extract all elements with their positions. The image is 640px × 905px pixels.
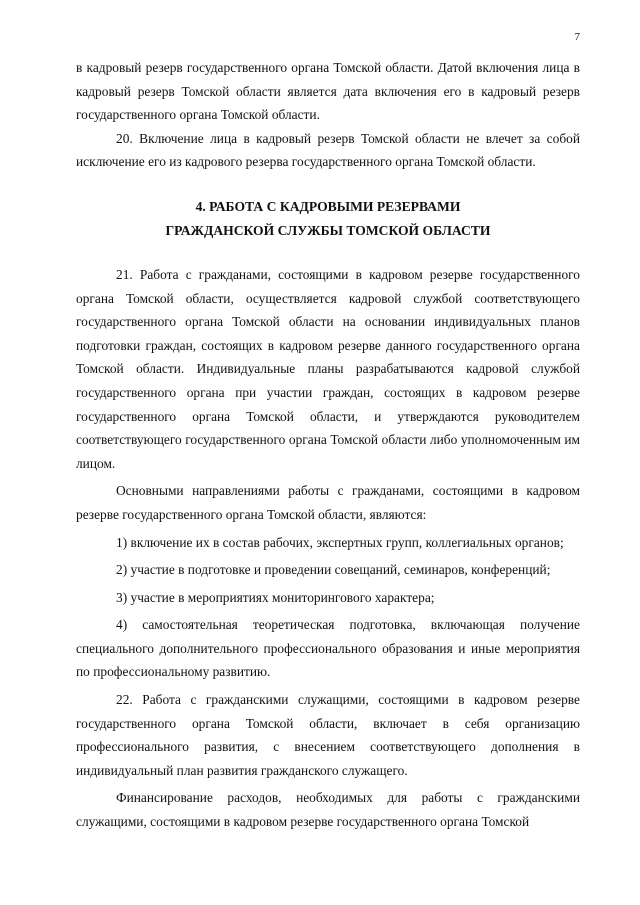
paragraph-22: 22. Работа с гражданскими служащими, состоящими в кадровом резерве государственного органа Томской области, включает в себя организацию профессионального развития, с внесением соответствующего дополнения в индивидуальный план развития гражданского служащего.	[76, 692, 580, 778]
paragraph-financing: Финансирование расходов, необходимых для работы с гражданскими служащими, состоящими в кадровом резерве государственного органа Томской	[76, 790, 580, 830]
list-item-1: 1) включение их в состав рабочих, экспертных групп, коллегиальных органов;	[116, 534, 564, 550]
paragraph-directions-intro: Основными направлениями работы с гражданами, состоящими в кадровом резерве государственного органа Томской области, являются:	[76, 483, 580, 522]
paragraph-21: 21. Работа с гражданами, состоящими в кадровом резерве государственного органа Томской области, осуществляется кадровой службой соответствующего государственного органа Томской области на основании индивидуальных планов подготовки граждан, состоящих в кадровом резерве данного государственного органа Томской области. Индивидуальные планы разрабатываются кадровой службой государственного органа при участии граждан, состоящих в кадровом резерве государственного органа Томской области, и утверждаются руководителем соответствующего государственного органа Томской области либо уполномоченным им лицом.	[76, 266, 580, 471]
list-item-4: 4) самостоятельная теоретическая подготовка, включающая получение специального дополнительного профессионального образования и иные мероприятия по профессиональному развитию.	[76, 617, 580, 680]
paragraph-20: 20. Включение лица в кадровый резерв Томской области не влечет за собой исключение его из кадрового резерва государственного органа Томской области.	[76, 130, 580, 170]
list-item-2: 2) участие в подготовке и проведении совещаний, семинаров, конференций;	[116, 562, 551, 578]
paragraph-continuation: в кадровый резерв государственного органа Томской области. Датой включения лица в кадровый резерв Томской области является дата включения его в кадровый резерв государственного органа Томской области.	[76, 60, 580, 123]
section-heading-line-1: 4. РАБОТА С КАДРОВЫМИ РЕЗЕРВАМИ	[195, 198, 461, 214]
section-heading-line-2: ГРАЖДАНСКОЙ СЛУЖБЫ ТОМСКОЙ ОБЛАСТИ	[165, 222, 491, 238]
page-number: 7	[574, 31, 580, 43]
section-heading	[76, 195, 580, 243]
list-item-3: 3) участие в мероприятиях мониторингового характера;	[116, 589, 435, 605]
document-body	[76, 56, 580, 834]
